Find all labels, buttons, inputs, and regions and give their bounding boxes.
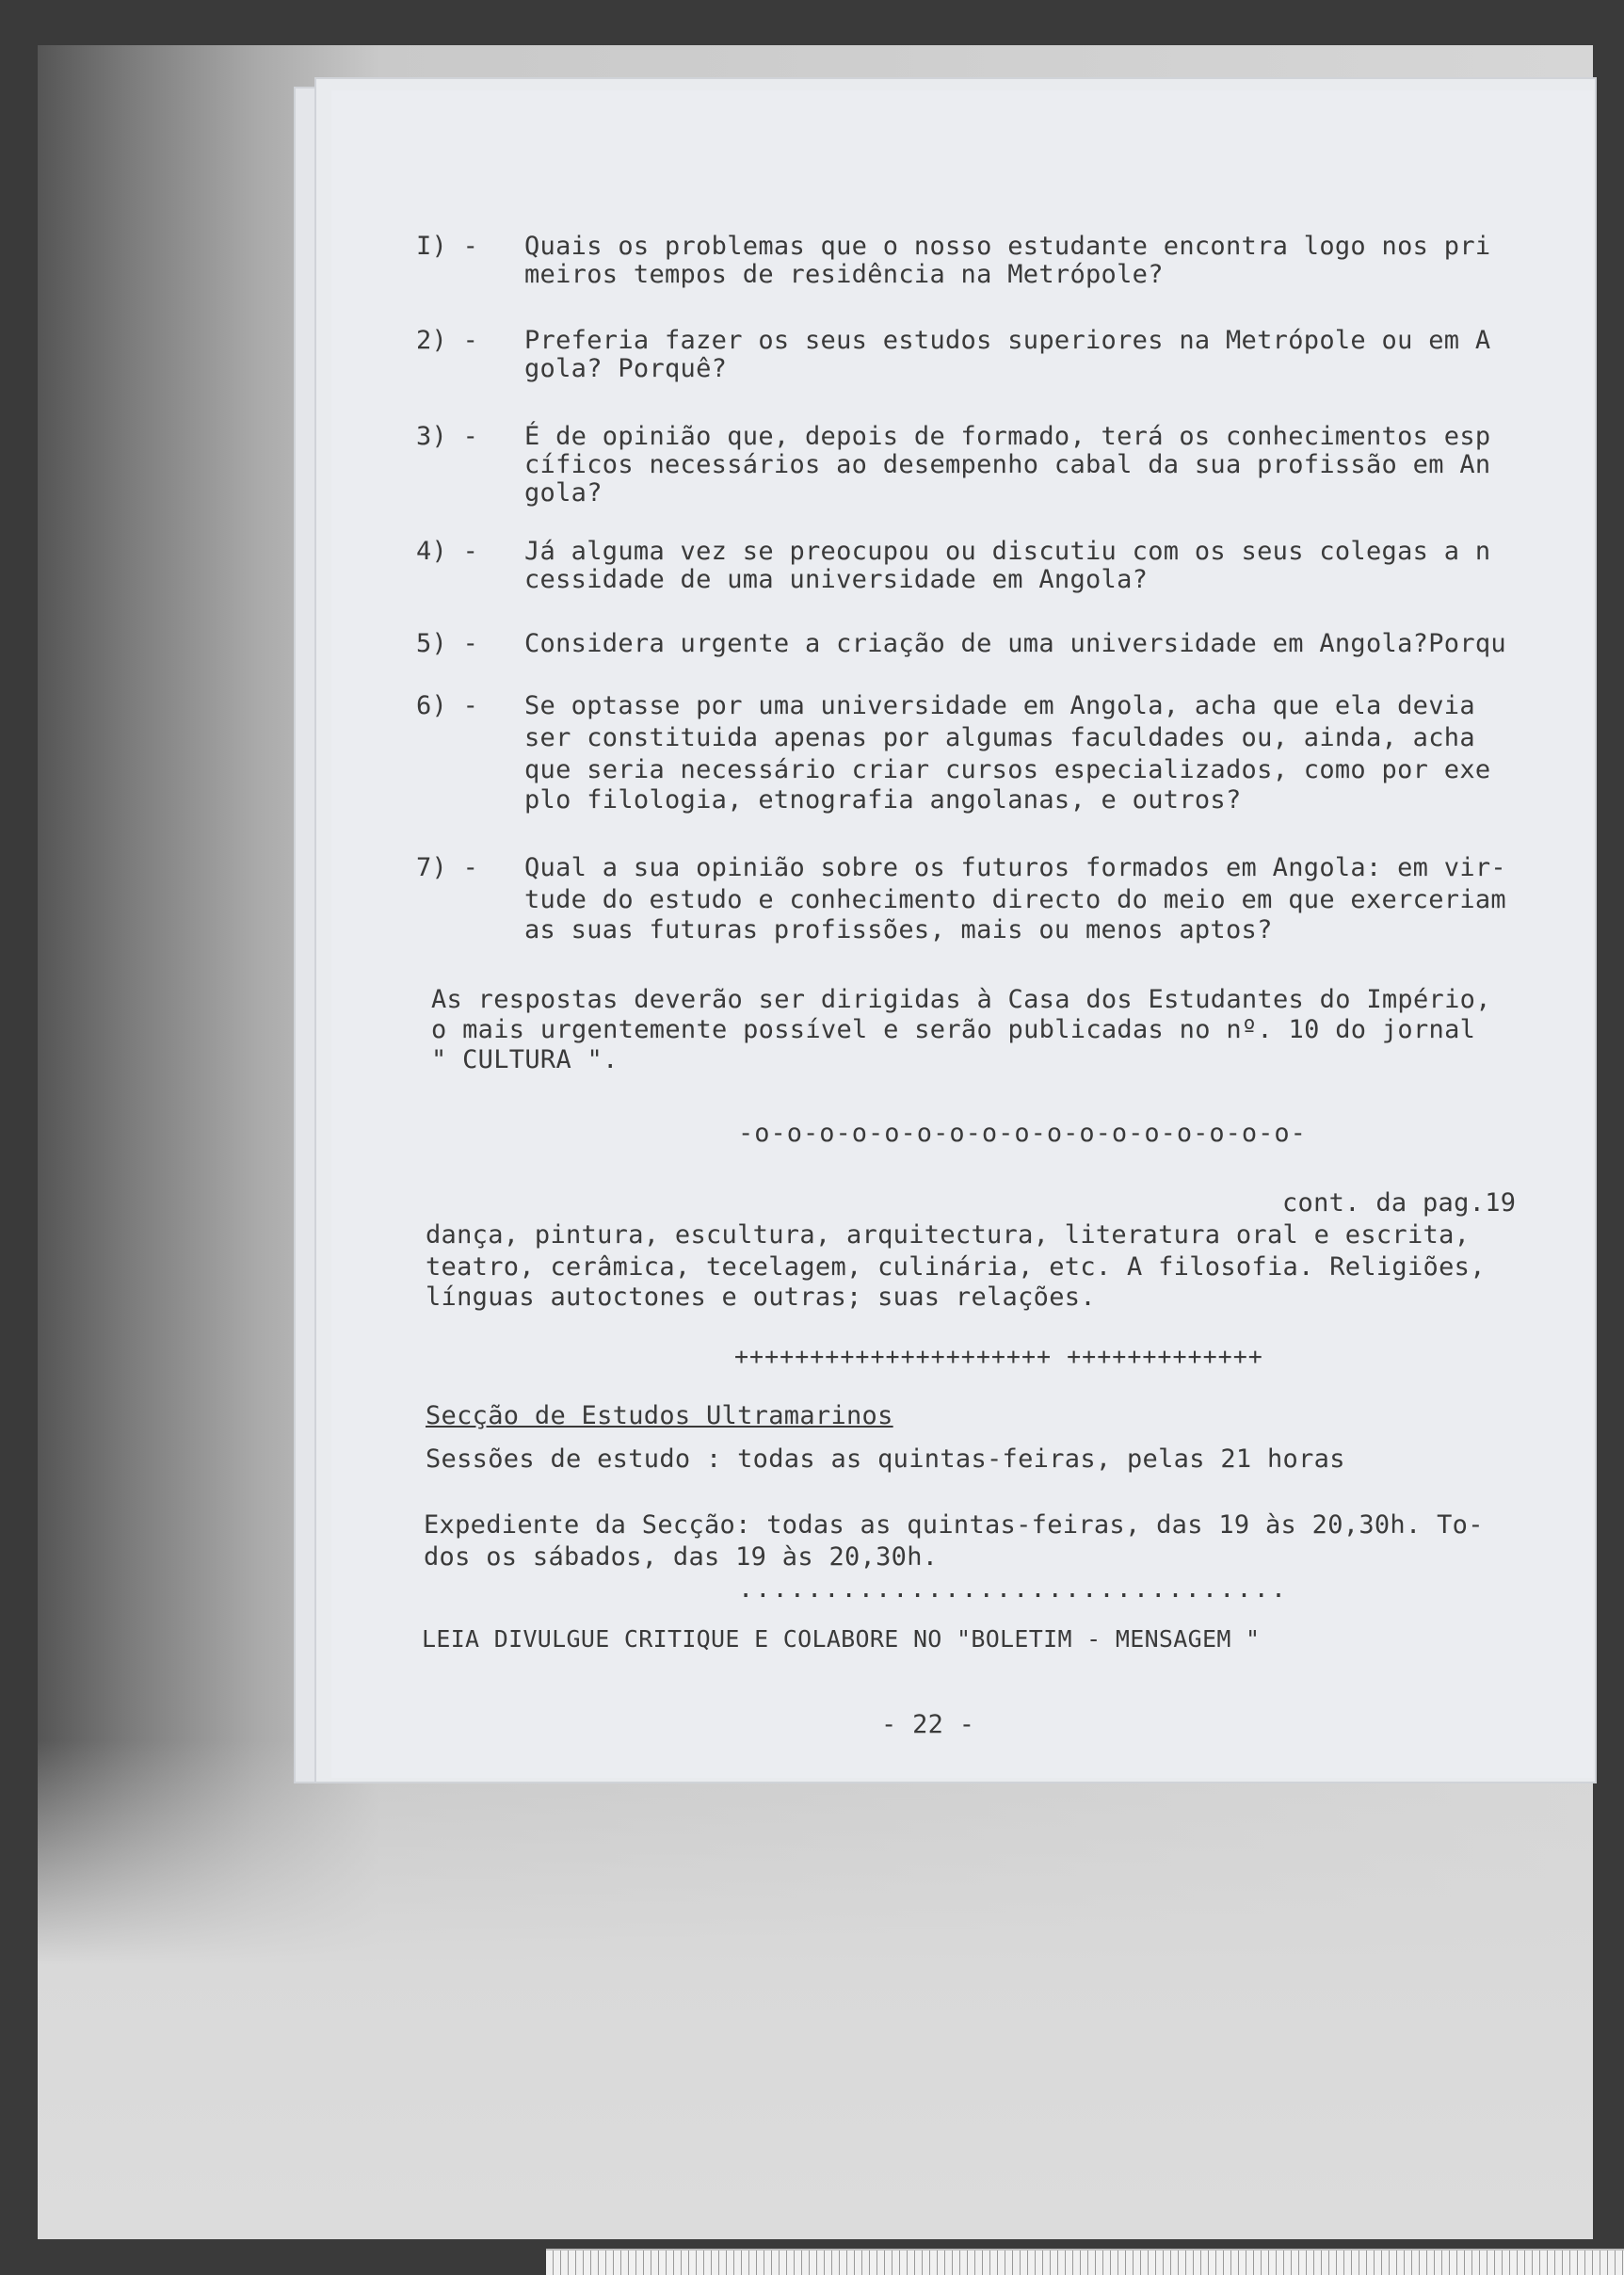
question-number: 2) - (416, 326, 479, 355)
continuation-line: dança, pintura, escultura, arquitectura, literatura oral e escrita, (426, 1220, 1471, 1250)
question-number: 6) - (416, 691, 479, 720)
office-hours-line: dos os sábados, das 19 às 20,30h. (424, 1542, 939, 1572)
note-line: o mais urgentemente possível e serão publicadas no nº. 10 do jornal (431, 1015, 1476, 1044)
question-line: É de opinião que, depois de formado, terá os conhecimentos esp (524, 422, 1491, 451)
slogan: LEIA DIVULGUE CRITIQUE E COLABORE NO "BOLETIM - MENSAGEM " (422, 1625, 1261, 1653)
question-number: 7) - (416, 853, 479, 882)
office-hours-line: Expediente da Secção: todas as quintas-feiras, das 19 às 20,30h. To- (424, 1510, 1484, 1540)
question-number: I) - (416, 232, 479, 261)
separator-circles: -o-o-o-o-o-o-o-o-o-o-o-o-o-o-o-o-o- (738, 1119, 1307, 1148)
question-line: que seria necessário criar cursos especializados, como por exe (524, 755, 1491, 784)
question-line: Preferia fazer os seus estudos superiores na Metrópole ou em A (524, 326, 1491, 355)
question-line: plo filologia, etnografia angolanas, e outros? (524, 785, 1242, 815)
question-number: 5) - (416, 629, 479, 658)
question-number: 3) - (416, 422, 479, 451)
separator-plus: +++++++++++++++++++++ +++++++++++++ (734, 1343, 1263, 1370)
question-line: cessidade de uma universidade em Angola? (524, 565, 1149, 594)
separator-dots: ................................ (738, 1574, 1289, 1604)
question-line: meiros tempos de residência na Metrópole? (524, 260, 1164, 289)
question-line: cíficos necessários ao desempenho cabal da sua profissão em An (524, 450, 1491, 479)
question-line: gola? (524, 478, 603, 508)
question-line: tude do estudo e conhecimento directo do meio em que exerceriam (524, 885, 1506, 914)
sessions-line: Sessões de estudo : todas as quintas-feiras, pelas 21 horas (426, 1444, 1345, 1474)
note-line: " CULTURA ". (431, 1045, 619, 1074)
continuation-line: línguas autoctones e outras; suas relações. (426, 1283, 1096, 1312)
question-line: Qual a sua opinião sobre os futuros formados em Angola: em vir- (524, 853, 1506, 882)
question-line: as suas futuras profissões, mais ou menos aptos? (524, 915, 1273, 944)
question-line: Se optasse por uma universidade em Angola, acha que ela devia (524, 691, 1475, 720)
question-line: Já alguma vez se preocupou ou discutiu com os seus colegas a n (524, 537, 1491, 566)
question-line: ser constituida apenas por algumas faculdades ou, ainda, acha (524, 723, 1475, 752)
measurement-ruler (546, 2249, 1624, 2275)
page-number: - 22 - (881, 1710, 975, 1739)
document-page (331, 90, 1593, 1778)
continuation-label: cont. da pag.19 (1282, 1188, 1517, 1218)
continuation-line: teatro, cerâmica, tecelagem, culinária, etc. A filosofia. Religiões, (426, 1252, 1486, 1282)
note-line: As respostas deverão ser dirigidas à Casa dos Estudantes do Império, (431, 985, 1491, 1014)
question-line: gola? Porquê? (524, 354, 728, 383)
question-line: Quais os problemas que o nosso estudante encontra logo nos pri (524, 232, 1491, 261)
question-line: Considera urgente a criação de uma universidade em Angola?Porqu (524, 629, 1506, 658)
section-title: Secção de Estudos Ultramarinos (426, 1401, 893, 1430)
question-number: 4) - (416, 537, 479, 566)
